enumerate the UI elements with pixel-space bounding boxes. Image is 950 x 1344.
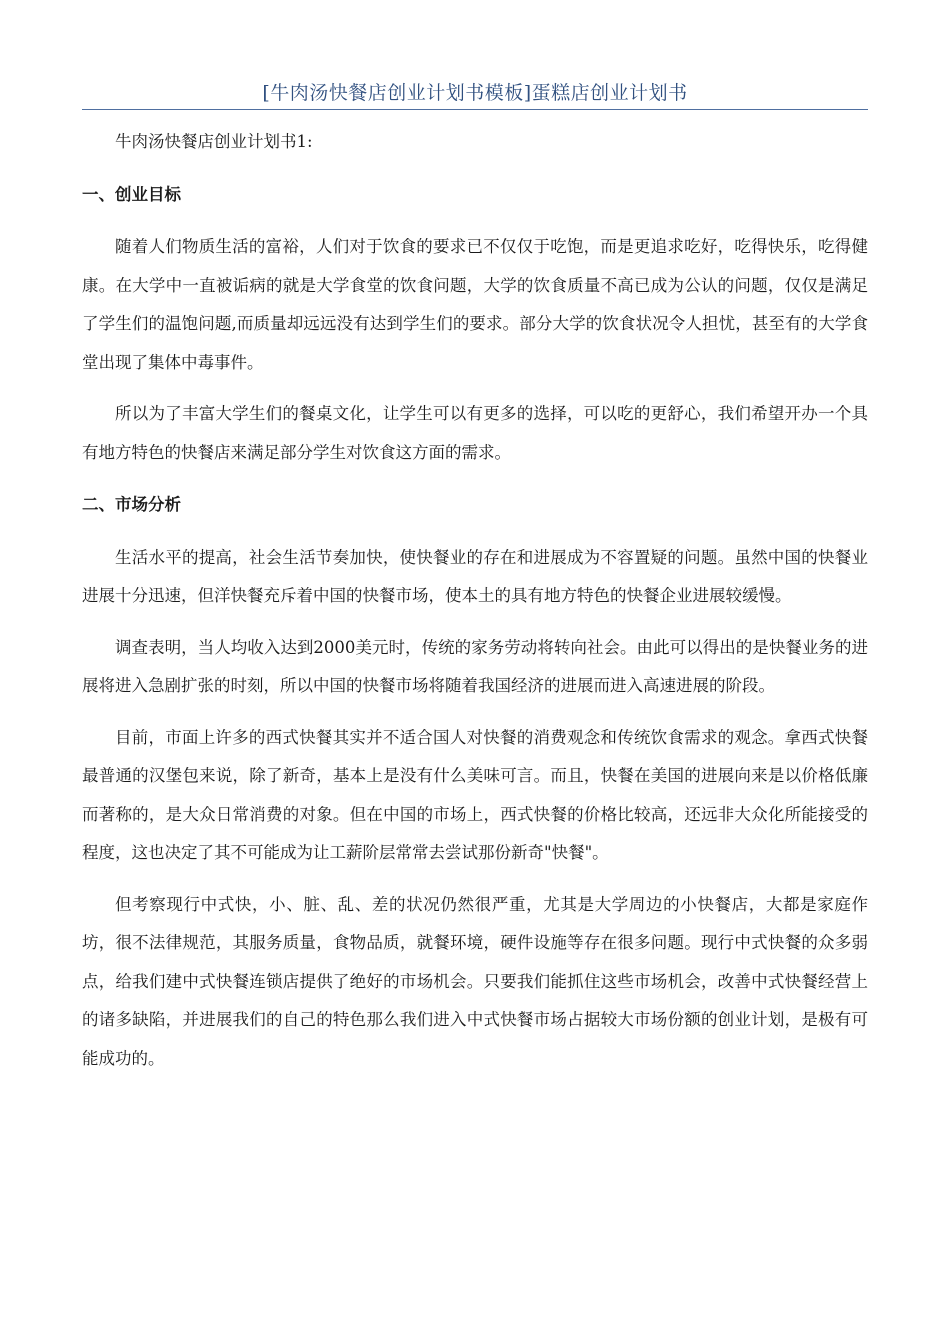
page-header-title: [牛肉汤快餐店创业计划书模板]蛋糕店创业计划书	[262, 82, 688, 104]
document-body	[82, 123, 868, 1092]
paragraph: 调查表明，当人均收入达到2000美元时，传统的家务劳动将转向社会。由此可以得出的是快餐业务的进展将进入急剧扩张的时刻，所以中国的快餐市场将随着我国经济的进展而进入高速进展的阶段。	[82, 637, 868, 695]
paragraph: 随着人们物质生活的富裕，人们对于饮食的要求已不仅仅于吃饱，而是更追求吃好，吃得快乐，吃得健康。在大学中一直被诟病的就是大学食堂的饮食问题，大学的饮食质量不高已成为公认的问题，仅仅是满足了学生们的温饱问题,而质量却远远没有达到学生们的要求。部分大学的饮食状况令人担忧，甚至有的大学食堂出现了集体中毒事件。	[82, 237, 868, 372]
paragraph: 所以为了丰富大学生们的餐桌文化，让学生可以有更多的选择，可以吃的更舒心，我们希望开办一个具有地方特色的快餐店来满足部分学生对饮食这方面的需求。	[82, 404, 868, 462]
paragraph: 生活水平的提高，社会生活节奏加快，使快餐业的存在和进展成为不容置疑的问题。虽然中国的快餐业进展十分迅速，但洋快餐充斥着中国的快餐市场，使本土的具有地方特色的快餐企业进展较缓慢。	[82, 547, 868, 605]
paragraph: 但考察现行中式快，小、脏、乱、差的状况仍然很严重，尤其是大学周边的小快餐店，大都是家庭作坊，很不法律规范，其服务质量，食物品质，就餐环境，硬件设施等存在很多问题。现行中式快餐的众多弱点，给我们建中式快餐连锁店提供了绝好的市场机会。只要我们能抓住这些市场机会，改善中式快餐经营上的诸多缺陷，并进展我们的自己的特色那么我们进入中式快餐市场占据较大市场份额的创业计划，是极有可能成功的。	[82, 894, 868, 1068]
header-divider	[82, 109, 868, 110]
section-goals	[82, 176, 868, 473]
section-heading: 二、市场分析	[82, 495, 181, 514]
section-heading: 一、创业目标	[82, 184, 181, 204]
intro-line: 牛肉汤快餐店创业计划书1:	[115, 132, 313, 151]
paragraph: 目前，市面上许多的西式快餐其实并不适合国人对快餐的消费观念和传统饮食需求的观念。拿西式快餐最普通的汉堡包来说，除了新奇，基本上是没有什么美味可言。而且，快餐在美国的进展向来是以价格低廉而著称的，是大众日常消费的对象。但在中国的市场上，西式快餐的价格比较高，还远非大众化所能接受的程度，这也决定了其不可能成为让工薪阶层常常去尝试那份新奇"快餐"。	[82, 727, 868, 862]
section-market-analysis	[82, 486, 868, 1078]
